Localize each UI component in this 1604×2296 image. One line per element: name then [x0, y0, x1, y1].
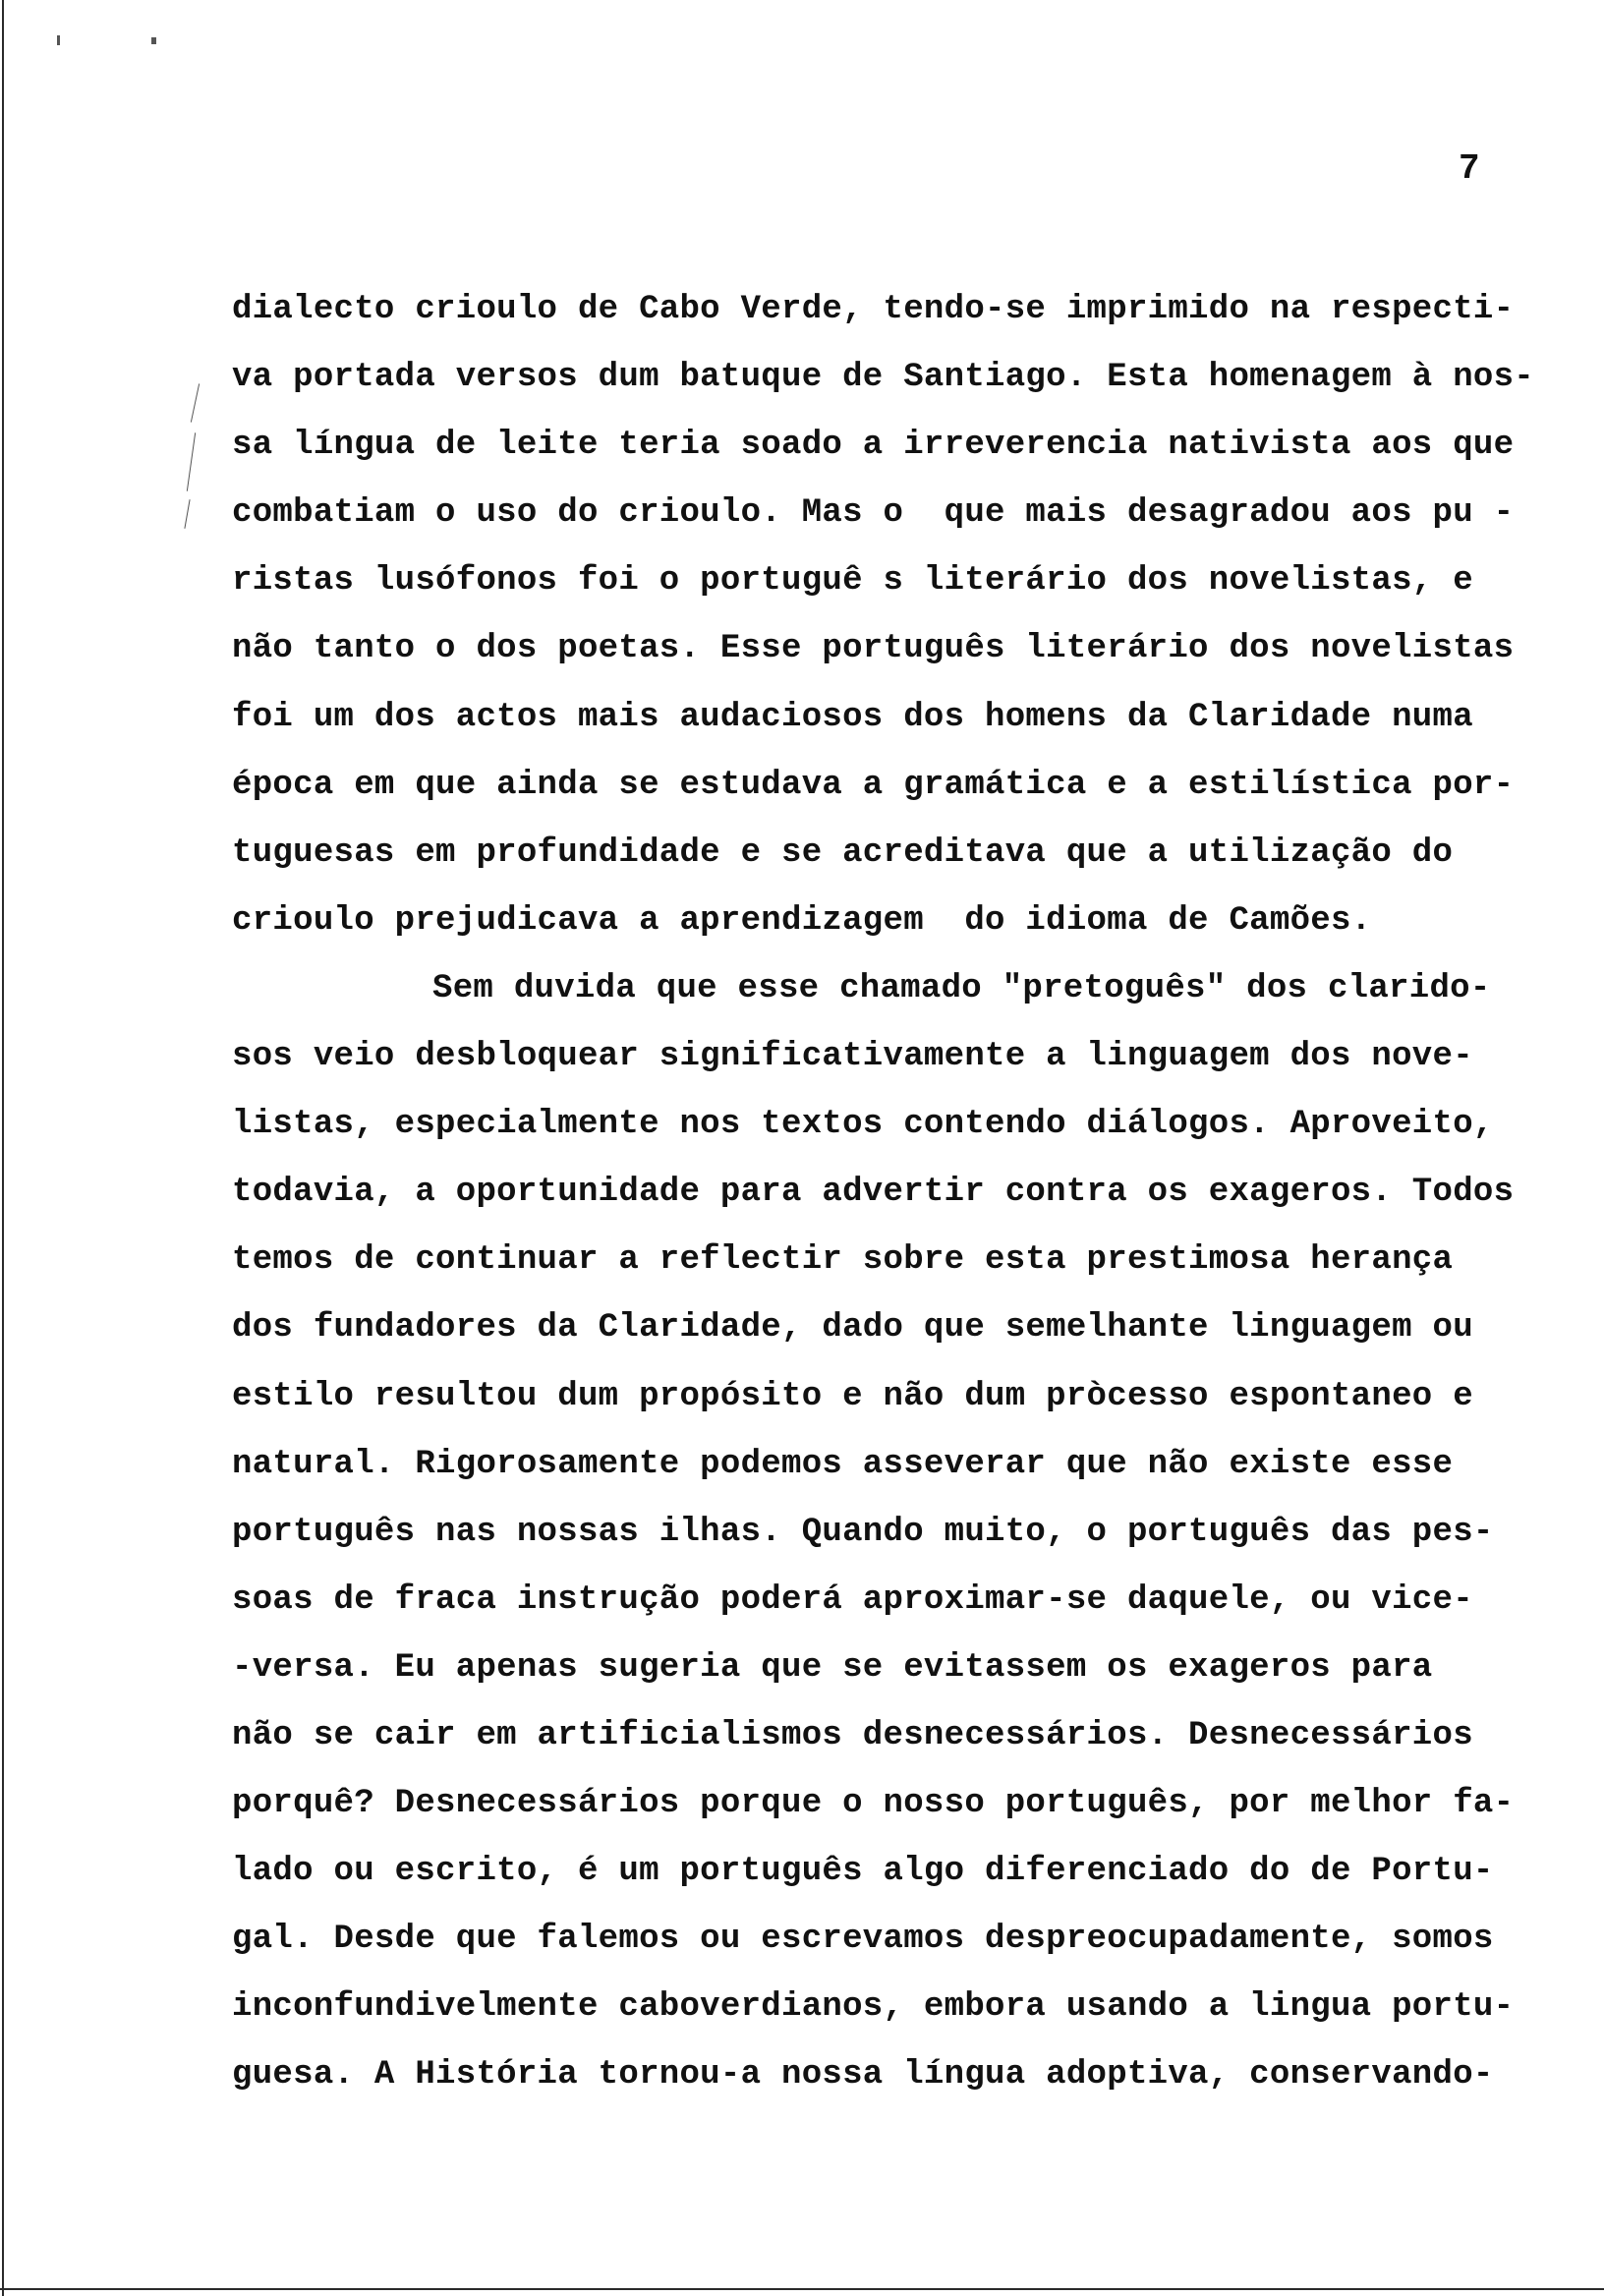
margin-speck [151, 37, 156, 44]
body-text [232, 287, 1535, 2121]
text-line: temos de continuar a reflectir sobre esta prestimosa herança [232, 1241, 1454, 1280]
text-line: foi um dos actos mais audaciosos dos homens da Claridade numa [232, 698, 1473, 736]
text-line: não tanto o dos poetas. Esse português literário dos novelistas [232, 630, 1515, 668]
text-line: sa língua de leite teria soado a irreverencia nativista aos que [232, 427, 1515, 465]
margin-pencil-mark [184, 499, 190, 529]
bottom-margin-rule [0, 2288, 1604, 2290]
text-line: soas de fraca instrução poderá aproximar-se daquele, ou vice- [232, 1580, 1473, 1619]
text-line: listas, especialmente nos textos contendo diálogos. Aproveito, [232, 1106, 1494, 1144]
text-line: va portada versos dum batuque de Santiago. Esta homenagem à nos- [232, 359, 1535, 397]
margin-pencil-mark [191, 383, 200, 422]
left-margin-rule [2, 0, 4, 2296]
text-line: sos veio desbloquear significativamente a linguagem dos nove- [232, 1038, 1473, 1076]
text-line: não se cair em artificialismos desnecessários. Desnecessários [232, 1716, 1473, 1754]
text-line: lado ou escrito, é um português algo diferenciado do de Portu- [232, 1853, 1494, 1891]
text-line: inconfundivelmente caboverdianos, embora usando a lingua portu- [232, 1988, 1515, 2027]
paragraph-first-line: Sem duvida que esse chamado "pretoguês" dos clarido- [432, 969, 1491, 1007]
text-line: dos fundadores da Claridade, dado que semelhante linguagem ou [232, 1309, 1473, 1348]
text-line: ristas lusófonos foi o portuguê s literário dos novelistas, e [232, 562, 1473, 601]
text-line: tuguesas em profundidade e se acreditava que a utilização do [232, 833, 1454, 872]
text-line: combatiam o uso do crioulo. Mas o que mais desagradou aos pu - [232, 494, 1515, 533]
text-line: português nas nossas ilhas. Quando muito, o português das pes- [232, 1513, 1494, 1551]
margin-speck [57, 35, 60, 45]
text-line: todavia, a oportunidade para advertir contra os exageros. Todos [232, 1174, 1515, 1212]
text-line: época em que ainda se estudava a gramática e a estilística por- [232, 766, 1515, 804]
margin-pencil-mark [187, 432, 196, 491]
page-number: 7 [1459, 148, 1480, 189]
text-line: crioulo prejudicava a aprendizagem do idioma de Camões. [232, 901, 1372, 940]
text-line: guesa. A História tornou-a nossa língua adoptiva, conservando- [232, 2056, 1494, 2095]
text-line: porquê? Desnecessários porque o nosso português, por melhor fa- [232, 1785, 1515, 1823]
text-line: estilo resultou dum propósito e não dum pròcesso espontaneo e [232, 1377, 1473, 1415]
text-line: natural. Rigorosamente podemos asseverar que não existe esse [232, 1445, 1454, 1483]
text-line: dialecto crioulo de Cabo Verde, tendo-se imprimido na respecti- [232, 291, 1515, 328]
text-line: gal. Desde que falemos ou escrevamos despreocupadamente, somos [232, 1921, 1494, 1959]
text-line: -versa. Eu apenas sugeria que se evitassem os exageros para [232, 1648, 1433, 1687]
